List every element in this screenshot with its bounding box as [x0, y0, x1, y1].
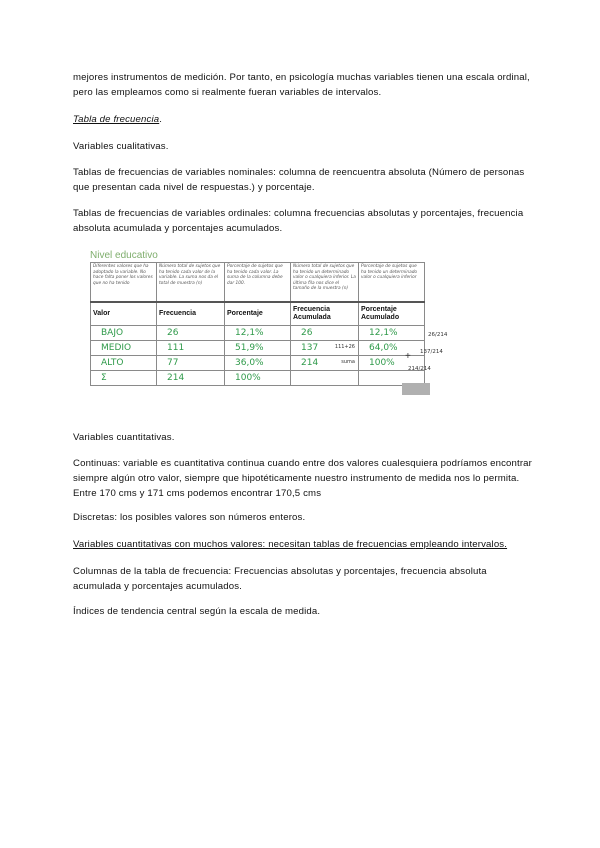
paragraph-nominal-tables: Tablas de frecuencias de variables nominales: columna de reencuentra absoluta (Número de personas que presentan cada nivel de respuestas.) y porcentaje. [73, 167, 525, 193]
table-row [91, 326, 425, 341]
header-porcentaje-acumulado: Porcentaje Acumulado [359, 302, 425, 326]
header-porcentaje: Porcentaje [225, 302, 291, 326]
frequency-table-link-text: Tabla de frecuencia [73, 114, 160, 125]
table-description-row [91, 263, 425, 303]
cell-porcentaje: 51,9% [225, 341, 291, 356]
cell-valor: BAJO [91, 326, 157, 341]
side-note: 214/214 [408, 366, 431, 372]
paragraph-central-tendency: Índices de tendencia central según la escala de medida. [73, 606, 321, 617]
paragraph-quantitative: Variables cuantitativas. [73, 432, 175, 443]
heading-frequency-table [73, 112, 533, 127]
acumulada-value: 26 [301, 327, 313, 338]
cell-acumulada [291, 371, 359, 386]
heading-period: . [159, 114, 163, 125]
cell-valor: ALTO [91, 356, 157, 371]
header-frecuencia-acumulada: Frecuencia Acumulada [291, 302, 359, 326]
acumulada-value: 214 [301, 357, 319, 368]
acumulada-note: suma [341, 359, 355, 365]
paragraph-discrete: Discretas: los posibles valores son números enteros. [73, 512, 306, 523]
image-artifact-block [402, 383, 430, 395]
frequency-table [90, 262, 425, 386]
description-cell: Diferentes valores que ha adoptado la variable. No hace falta poner los valores que no ha tenido [91, 263, 157, 303]
cell-frecuencia: 26 [157, 326, 225, 341]
cell-acumulada [291, 326, 359, 341]
paragraph-table-columns: Columnas de la tabla de frecuencia: Frecuencias absolutas y porcentajes, frecuencia absoluta acumulada y porcentajes acumulados. [73, 566, 487, 592]
cell-acumulada [291, 356, 359, 371]
acumulada-value: 137 [301, 342, 319, 353]
cell-pct-acumulado: 12,1% [359, 326, 425, 341]
table-header-row [91, 302, 425, 326]
paragraph-qualitative: Variables cualitativas. [73, 141, 169, 152]
cell-frecuencia: 214 [157, 371, 225, 386]
cell-porcentaje: 100% [225, 371, 291, 386]
cell-pct-acumulado: 100% [359, 356, 425, 371]
cell-valor: MEDIO [91, 341, 157, 356]
acumulada-note: 111+26 [334, 344, 355, 350]
cell-porcentaje: 12,1% [225, 326, 291, 341]
header-valor: Valor [91, 302, 157, 326]
cell-porcentaje: 36,0% [225, 356, 291, 371]
cell-valor: Σ [91, 371, 157, 386]
header-frecuencia: Frecuencia [157, 302, 225, 326]
description-cell: Número total de sujetos que ha tenido cada valor de la variable. La suma nos da el total de muestra (n) [157, 263, 225, 303]
frequency-table-image [90, 250, 448, 395]
cell-frecuencia: 77 [157, 356, 225, 371]
side-note: 26/214 [428, 332, 448, 338]
cell-frecuencia: 111 [157, 341, 225, 356]
table-caption: Nivel educativo [90, 250, 158, 261]
paragraph-ordinal-scale: mejores instrumentos de medición. Por tanto, en psicología muchas variables tienen una escala ordinal, pero las empleamos como si realmente fueran variables de intervalos. [73, 72, 530, 98]
description-cell: Porcentaje de sujetos que ha tenido cada valor. La suma de la columna debe dar 100. [225, 263, 291, 303]
paragraph-ordinal-tables: Tablas de frecuencias de variables ordinales: columna frecuencias absolutas y porcentajes, frecuencia absoluta acumulada y porcentajes acumulados. [73, 208, 524, 234]
description-cell: Número total de sujetos que ha tenido un determinado valor o cualquiera inferior. La última fila nos dice el tamaño de la muestra (n) [291, 263, 359, 303]
table-row [91, 341, 425, 356]
cell-acumulada [291, 341, 359, 356]
description-cell: Porcentaje de sujetos que ha tenido un determinado valor o cualquiera inferior [359, 263, 425, 303]
paragraph-continuous: Continuas: variable es cuantitativa continua cuando entre dos valores cualesquiera podríamos encontrar siempre algún otro valor, siempre que hipotéticamente nuestro instrumento de medida nos lo permita. Entre 170 cms y 171 cms podemos encontrar 170,5 cms [73, 458, 533, 499]
table-row [91, 371, 425, 386]
side-note: 137/214 [420, 349, 443, 355]
paragraph-many-values: Variables cuantitativas con muchos valores: necesitan tablas de frecuencias empleando intervalos. [73, 539, 508, 550]
table-row [91, 356, 425, 371]
cell-pct-acumulado: 64,0% [359, 341, 425, 356]
plus-sign: + [405, 351, 411, 362]
